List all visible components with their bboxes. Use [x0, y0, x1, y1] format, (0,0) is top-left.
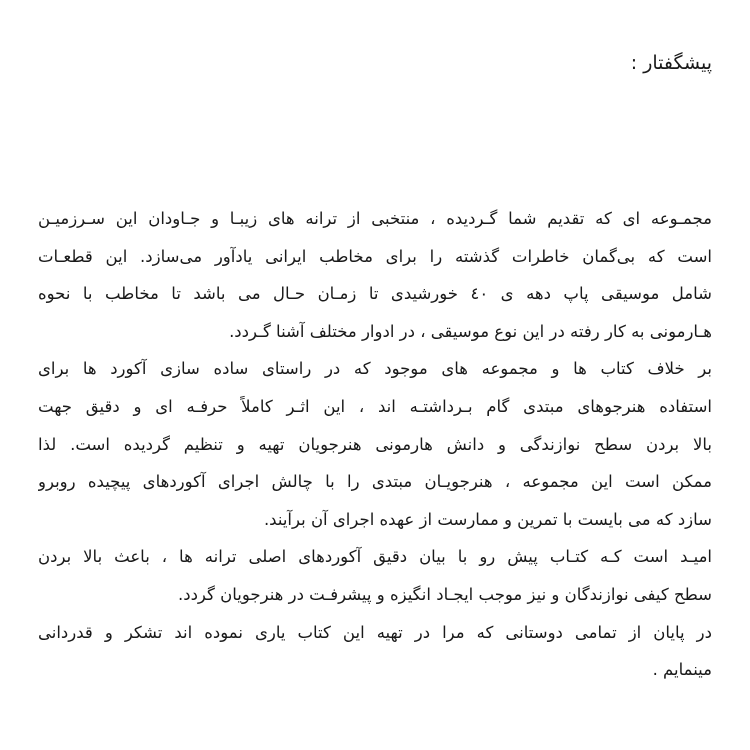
- preface-body: [38, 200, 712, 689]
- page-title: پیشگفتار :: [630, 52, 712, 74]
- text-line: در پایان از تمامی دوستانی که مرا در تهیه این کتاب یاری نموده اند تشکر و قدردانی: [38, 622, 712, 642]
- text-line: امیـد است کـه کتـاب پیش رو با بیان دقیق آکوردهای اصلی ترانه ها ، باعث بالا بردن: [38, 547, 712, 567]
- text-line: استفاده هنرجوهای مبتدی گام بـرداشتـه اند ، این اثـر کاملاً حرفـه ای و دقیق جهت: [38, 396, 712, 416]
- text-line: بر خلاف کتاب ها و مجموعه های موجود که در راستای ساده سازی آکورد ها برای: [38, 359, 712, 379]
- text-line: مجمـوعه ای که تقدیم شما گـردیده ، منتخبی از ترانه های زیبـا و جـاودان این سـرزمیـن: [38, 209, 712, 228]
- text-line: شامل موسیقی پاپ دهه ی ٤٠ خورشیدی تا زمـان حـال می باشد تا مخاطب با نحوه: [38, 284, 712, 304]
- text-line: ممکن است این مجموعه ، هنرجویـان مبتدی را با چالش اجرای آکوردهای پیچیده روبرو: [38, 472, 712, 492]
- text-line: سطح کیفی نوازندگان و نیز موجب ایجـاد انگیزه و پیشرفـت در هنرجویان گردد.: [177, 584, 712, 604]
- text-line: سازد که می بایست با تمرین و ممارست از عهده اجرای آن برآیند.: [263, 509, 712, 529]
- text-line: هـارمونی به کار رفته در این نوع موسیقی ، در ادوار مختلف آشنا گـردد.: [229, 321, 712, 341]
- text-line: است که بی‌گمان خاطرات گذشته را برای مخاطب ایرانی یادآور می‌سازد. این قطعـات: [38, 246, 712, 266]
- text-line: بالا بردن سطح نوازندگی و دانش هارمونی هنرجویان تهیه و تنظیم گردیده است. لذا: [38, 434, 712, 454]
- text-line: مینمایم .: [652, 660, 712, 680]
